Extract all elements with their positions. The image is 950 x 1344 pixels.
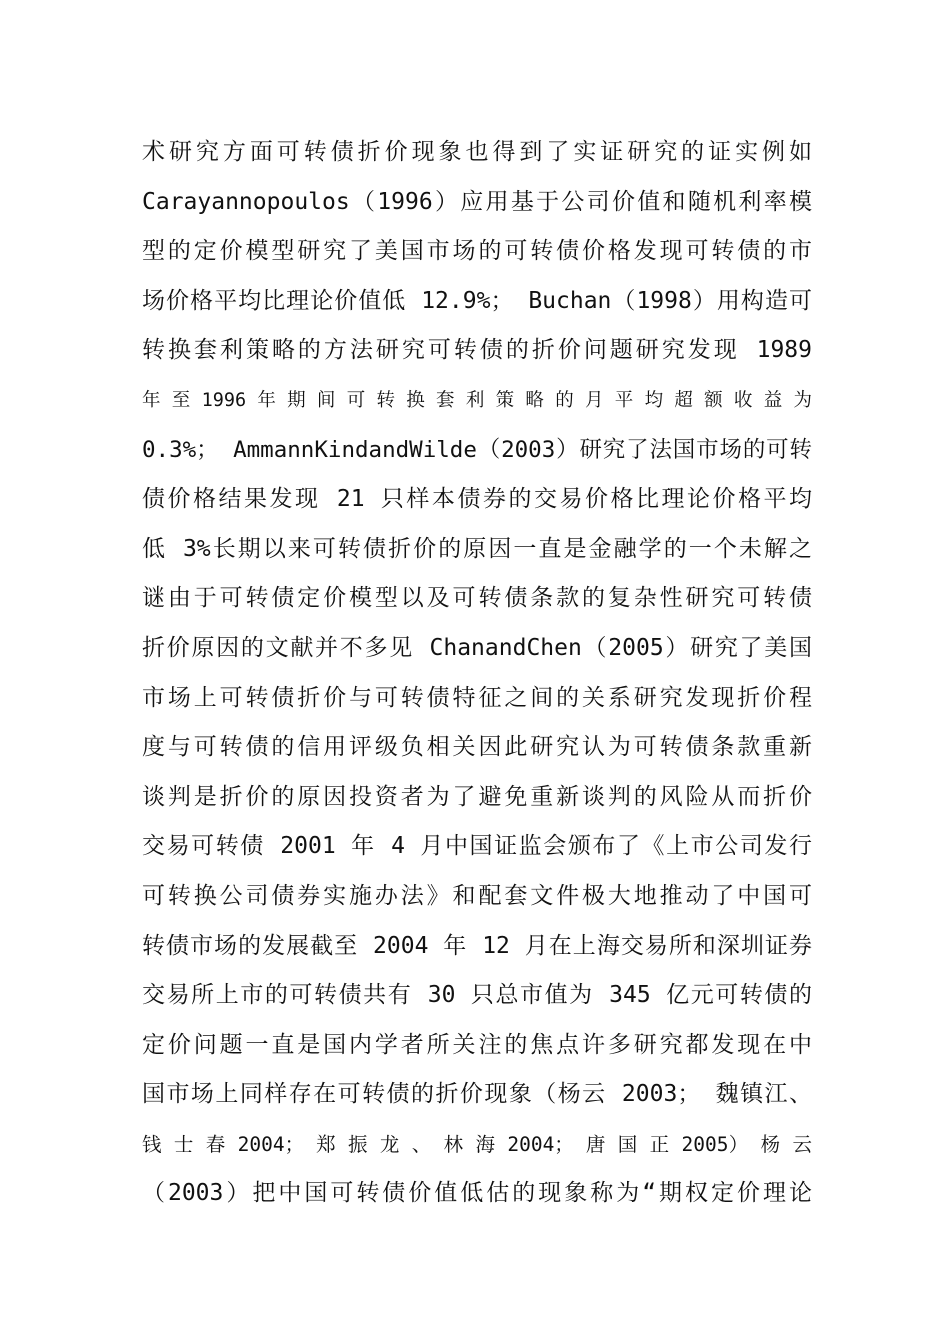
text-line: 转债市场的发展截至 2004 年 12 月在上海交易所和深圳证券 (142, 932, 812, 959)
text-line: 术研究方面可转债折价现象也得到了实证研究的证实例如 (142, 139, 812, 165)
text-line: 可转换公司债券实施办法》和配套文件极大地推动了中国可 (142, 882, 812, 909)
text-line: 型的定价模型研究了美国市场的可转债价格发现可转债的市 (142, 238, 812, 265)
text-line: 低 3%长期以来可转债折价的原因一直是金融学的一个未解之 (142, 535, 812, 562)
text-line: 折价原因的文献并不多见 ChanandChen（2005）研究了美国 (142, 634, 812, 661)
text-line: 转换套利策略的方法研究可转债的折价问题研究发现 1989 (142, 337, 812, 364)
body-paragraph (142, 128, 812, 1219)
text-line: 交易所上市的可转债共有 30 只总市值为 345 亿元可转债的 (142, 982, 812, 1009)
text-line: 度与可转债的信用评级负相关因此研究认为可转债条款重新 (142, 734, 812, 761)
text-line: 钱 士 春 2004； 郑 振 龙 、 林 海 2004； 唐 国 正 2005） 杨 云 (142, 1132, 812, 1156)
text-line: 年 至 1996 年 期 间 可 转 换 套 利 策 略 的 月 平 均 超 额 收 益 为 (142, 389, 812, 411)
text-line: 场价格平均比理论价值低 12.9%； Buchan（1998）用构造可 (142, 287, 812, 314)
text-line: Carayannopoulos（1996）应用基于公司价值和随机利率模 (142, 188, 812, 215)
text-line: 国市场上同样存在可转债的折价现象（杨云 2003； 魏镇江、 (142, 1081, 812, 1108)
text-line: 市场上可转债折价与可转债特征之间的关系研究发现折价程 (142, 684, 812, 711)
text-line: 谈判是折价的原因投资者为了避免重新谈判的风险从而折价 (142, 783, 812, 810)
text-line: （2003）把中国可转债价值低估的现象称为“期权定价理论 (142, 1180, 812, 1207)
text-line: 债价格结果发现 21 只样本债券的交易价格比理论价格平均 (142, 486, 812, 513)
text-line: 0.3%； AmmannKindandWilde（2003）研究了法国市场的可转 (142, 436, 812, 463)
text-line: 谜由于可转债定价模型以及可转债条款的复杂性研究可转债 (142, 585, 812, 612)
text-line: 定价问题一直是国内学者所关注的焦点许多研究都发现在中 (142, 1031, 812, 1058)
text-line: 交易可转债 2001 年 4 月中国证监会颁布了《上市公司发行 (142, 833, 812, 860)
